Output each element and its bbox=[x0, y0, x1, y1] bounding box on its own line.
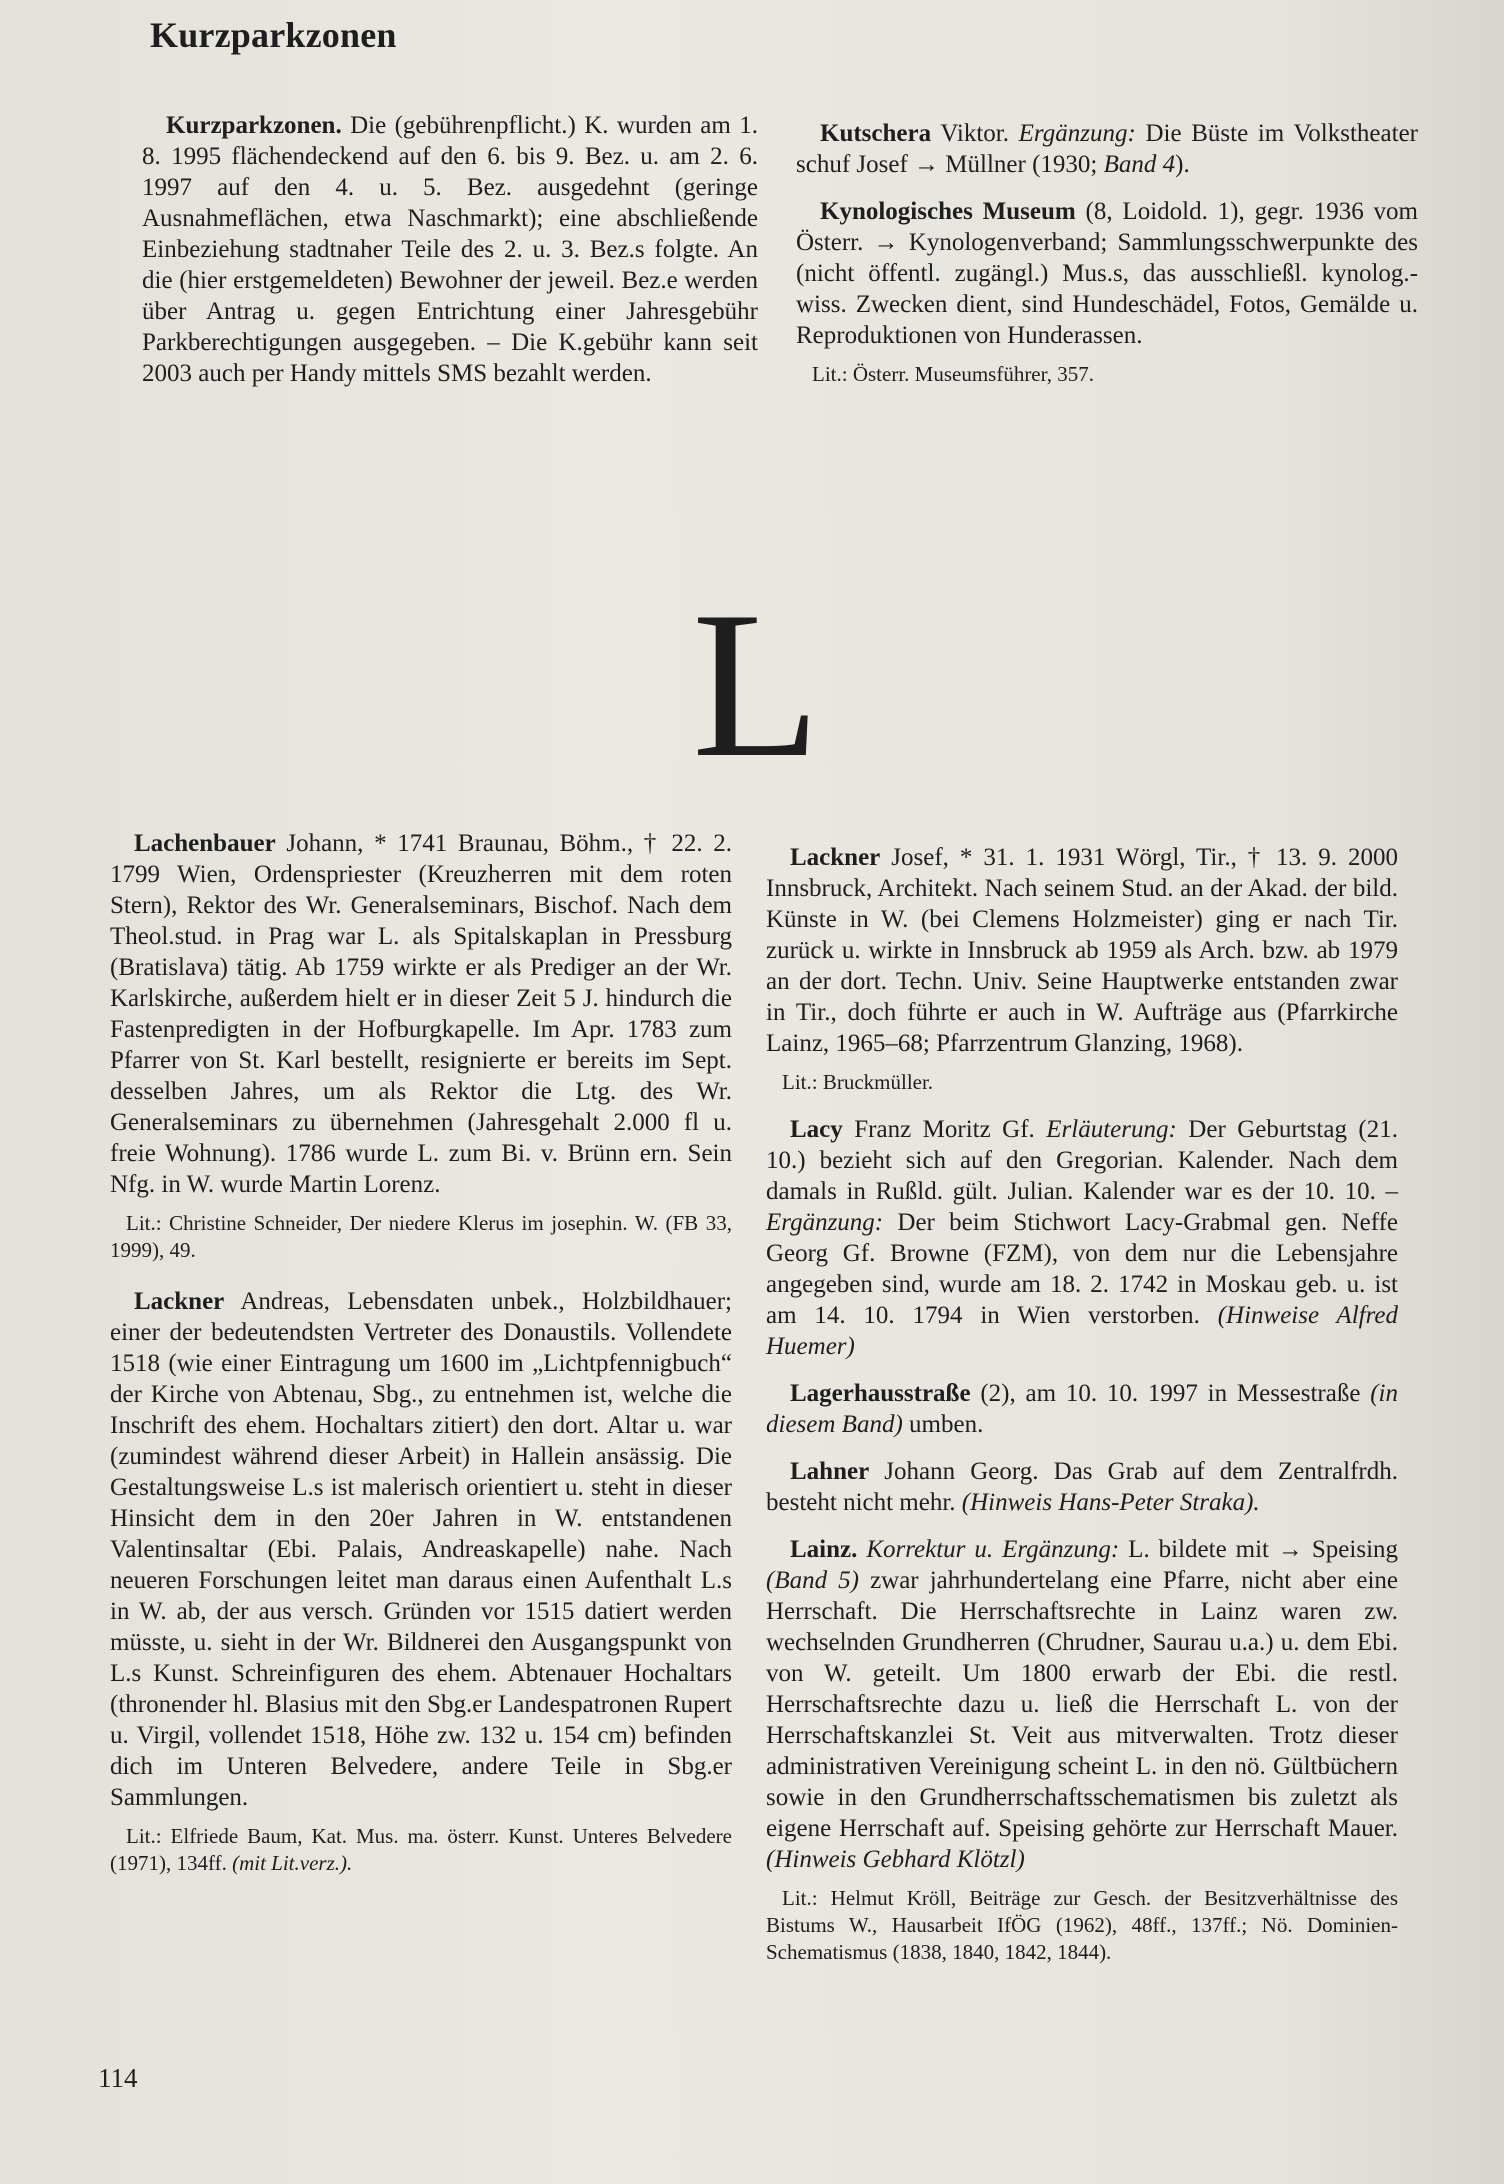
entry-lackner-josef bbox=[766, 842, 1398, 1059]
entry-italic: (in diesem Band) bbox=[766, 1380, 1398, 1438]
entry-kutschera bbox=[796, 118, 1418, 180]
entry-lagerhausstrasse bbox=[766, 1378, 1398, 1440]
entry-text: Die Büste im Volkstheater schuf Josef → Müllner (1930; bbox=[796, 120, 1418, 178]
entry-italic: Ergänzung: bbox=[1018, 120, 1136, 147]
entry-text: ). bbox=[1175, 151, 1190, 178]
entry-text: umben. bbox=[902, 1411, 984, 1438]
literature-text: Lit.: Elfriede Baum, Kat. Mus. ma. österr. Kunst. Unteres Belvedere (1971), 134ff. bbox=[110, 1824, 732, 1875]
literature-note: Lit.: Bruckmüller. bbox=[782, 1070, 934, 1094]
column-top-right bbox=[796, 118, 1418, 406]
entry-text: zwar jahrhundertelang eine Pfarre, nicht aber eine Herrschaft. Die Herrschaftsrechte in Lainz waren zw. wechselnden Grundherren (Chrudner, Saurau u.a.) u. dem Ebi. von W. geteilt. Um 1800 erwarb der Ebi. die restl. Herrschaftsrechte dazu u. ließ die Herrschaft L. von der Herrschaftskanzlei St. Veit aus mitverwalten. Trotz dieser administrativen Vereinigung scheint L. in den nö. Gültbüchern sowie in den Grundherrschaftsschematismen bis zuletzt als eigene Herrschaft auf. Speising gehörte zur Herrschaft Mauer. bbox=[766, 1567, 1398, 1842]
entry-text: Josef, * 31. 1. 1931 Wörgl, Tir., † 13. 9. 2000 Innsbruck, Architekt. Nach seinem Stud. an der Akad. der bild. Künste in W. (bei Clemens Holzmeister) ging er nach Tir. zurück u. wirkte in Innsbruck ab 1959 als Arch. bzw. ab 1979 an der dort. Techn. Univ. Seine Hauptwerke entstanden zwar in Tir., doch führte er auch in W. Aufträge aus (Pfarrkirche Lainz, 1965–68; Pfarrzentrum Glanzing, 1968). bbox=[766, 844, 1398, 1057]
headword: Lackner bbox=[790, 844, 881, 871]
entry-lachenbauer bbox=[110, 828, 732, 1200]
literature-note: Lit.: Christine Schneider, Der niedere Klerus im josephin. W. (FB 33, 1999), 49. bbox=[110, 1211, 732, 1262]
entry-kurzparkzonen bbox=[142, 110, 758, 389]
section-letter: L bbox=[692, 569, 821, 801]
column-top-left bbox=[142, 110, 758, 405]
entry-italic: (Band 5) bbox=[766, 1567, 859, 1594]
entry-text: L. bildete mit → Speising bbox=[1119, 1536, 1399, 1563]
headword: Lackner bbox=[134, 1288, 225, 1315]
entry-lainz bbox=[766, 1534, 1398, 1875]
entry-lahner bbox=[766, 1456, 1398, 1518]
entry-text: Der Geburtstag (21. 10.) bezieht sich auf den Gregorian. Kalender. Nach dem damals in Rußld. gült. Julian. Kalender war es der 10. 10. – bbox=[766, 1116, 1398, 1205]
entry-italic: Band 4 bbox=[1103, 151, 1176, 178]
running-header: Kurzparkzonen bbox=[150, 15, 397, 55]
headword: Lachenbauer bbox=[134, 830, 276, 857]
headword: Lacy bbox=[790, 1116, 843, 1143]
entry-lacy bbox=[766, 1114, 1398, 1362]
literature-note: Lit.: Helmut Kröll, Beiträge zur Gesch. der Besitzverhältnisse des Bistums W., Hausarbeit IfÖG (1962), 48ff., 137ff.; Nö. Dominien-Schematismus (1838, 1840, 1842, 1844). bbox=[766, 1886, 1398, 1964]
column-bottom-left bbox=[110, 828, 732, 1895]
entry-text: Viktor. bbox=[931, 120, 1019, 147]
entry-kynologisches-museum bbox=[796, 196, 1418, 351]
entry-italic: (Hinweise Alfred Huemer) bbox=[766, 1302, 1398, 1360]
entry-lackner-andreas bbox=[110, 1286, 732, 1813]
headword: Kynologisches Museum bbox=[820, 198, 1076, 225]
entry-text: Franz Moritz Gf. bbox=[842, 1116, 1047, 1143]
literature-note: Lit.: Österr. Museumsführer, 357. bbox=[812, 362, 1095, 386]
entry-text: Die (gebührenpflicht.) K. wurden am 1. 8. 1995 flächendeckend auf den 6. bis 9. Bez. u. am 2. 6. 1997 auf den 4. u. 5. Bez. ausgedehnt (geringe Ausnahmeflächen, etwa Naschmarkt); eine abschließende Einbeziehung stadtnaher Teile des 2. u. 3. Bez.s folgte. An die (hier erstgemeldeten) Bewohner der jeweil. Bez.e werden über Antrag u. gegen Entrichtung einer Jahresgebühr Parkberechtigungen ausgegeben. – Die K.gebühr kann seit 2003 auch per Handy mittels SMS bezahlt werden. bbox=[142, 112, 758, 387]
entry-italic: (Hinweis Hans-Peter Straka). bbox=[961, 1489, 1260, 1516]
literature-italic: (mit Lit.verz.). bbox=[232, 1851, 353, 1875]
literature-note bbox=[110, 1823, 732, 1877]
headword: Kurzparkzonen. bbox=[166, 112, 342, 139]
entry-text: Der beim Stichwort Lacy-Grabmal gen. Neffe Georg Gf. Browne (FZM), von dem nur die Lebensjahre angegeben sind, wurde am 18. 2. 1742 in Moskau geb. u. ist am 14. 10. 1794 in Wien verstorben. bbox=[766, 1209, 1398, 1329]
column-bottom-right bbox=[766, 842, 1398, 1984]
headword: Lahner bbox=[790, 1458, 870, 1485]
headword: Lainz. bbox=[790, 1536, 858, 1563]
entry-italic: (Hinweis Gebhard Klötzl) bbox=[766, 1846, 1025, 1873]
entry-italic: Korrektur u. Ergänzung: bbox=[866, 1536, 1120, 1563]
headword: Kutschera bbox=[820, 120, 932, 147]
headword: Lagerhausstraße bbox=[790, 1380, 971, 1407]
entry-text: (8, Loidold. 1), gegr. 1936 vom Österr. → Kynologenverband; Sammlungsschwerpunkte des (nicht öffentl. zugängl.) Mus.s, das ausschließl. kynolog.-wiss. Zwecken dient, sind Hundeschädel, Fotos, Gemälde u. Reproduktionen von Hunderassen. bbox=[796, 198, 1418, 349]
entry-italic: Ergänzung: bbox=[766, 1209, 884, 1236]
entry-text: Johann Georg. Das Grab auf dem Zentralfrdh. besteht nicht mehr. bbox=[766, 1458, 1398, 1516]
entry-italic: Erläuterung: bbox=[1046, 1116, 1177, 1143]
page-number: 114 bbox=[98, 2063, 138, 2093]
entry-text bbox=[857, 1536, 866, 1563]
entry-text: (2), am 10. 10. 1997 in Messestraße bbox=[970, 1380, 1371, 1407]
entry-text: Andreas, Lebensdaten unbek., Holzbildhauer; einer der bedeutendsten Vertreter des Donaustils. Vollendete 1518 (wie einer Eintragung um 1600 im „Lichtpfennigbuch“ der Kirche von Abtenau, Sbg., zu entnehmen ist, welche die Inschrift des ehem. Hochaltars zitiert) den dort. Altar u. war (zumindest während dieser Arbeit) in Hallein ansässig. Die Gestaltungsweise L.s ist malerisch orientiert u. steht in dieser Hinsicht dem in den 20er Jahren in W. entstandenen Valentinsaltar (Ebi. Palais, Andreaskapelle) nahe. Nach neueren Forschungen leitet man daraus einen Aufenthalt L.s in W. ab, der aus versch. Gründen vor 1515 datiert werden müsste, u. sieht in der Wr. Bildnerei den Ausgangspunkt von L.s Kunst. Schreinfiguren des ehem. Abtenauer Hochaltars (thronender hl. Blasius mit den Sbg.er Landespatronen Rupert u. Virgil, vollendet 1518, Höhe zw. 132 u. 154 cm) befinden dich im Unteren Belvedere, andere Teile in Sbg.er Sammlungen. bbox=[110, 1288, 732, 1811]
entry-text: Johann, * 1741 Braunau, Böhm., † 22. 2. 1799 Wien, Ordenspriester (Kreuzherren mit dem roten Stern), Rektor des Wr. Generalseminars, Bischof. Nach dem Theol.stud. in Prag war L. als Spitalskaplan in Pressburg (Bratislava) tätig. Ab 1759 wirkte er als Prediger an der Wr. Karlskirche, außerdem hielt er in dieser Zeit 5 J. hindurch die Fastenpredigten in der Hofburgkapelle. Im Apr. 1783 zum Pfarrer von St. Karl bestellt, resignierte er bereits im Sept. desselben Jahres, um als Rektor die Ltg. des Wr. Generalseminars zu übernehmen (Jahresgehalt 2.000 fl u. freie Wohnung). 1786 wurde L. zum Bi. v. Brünn ern. Sein Nfg. in W. wurde Martin Lorenz. bbox=[110, 830, 732, 1198]
